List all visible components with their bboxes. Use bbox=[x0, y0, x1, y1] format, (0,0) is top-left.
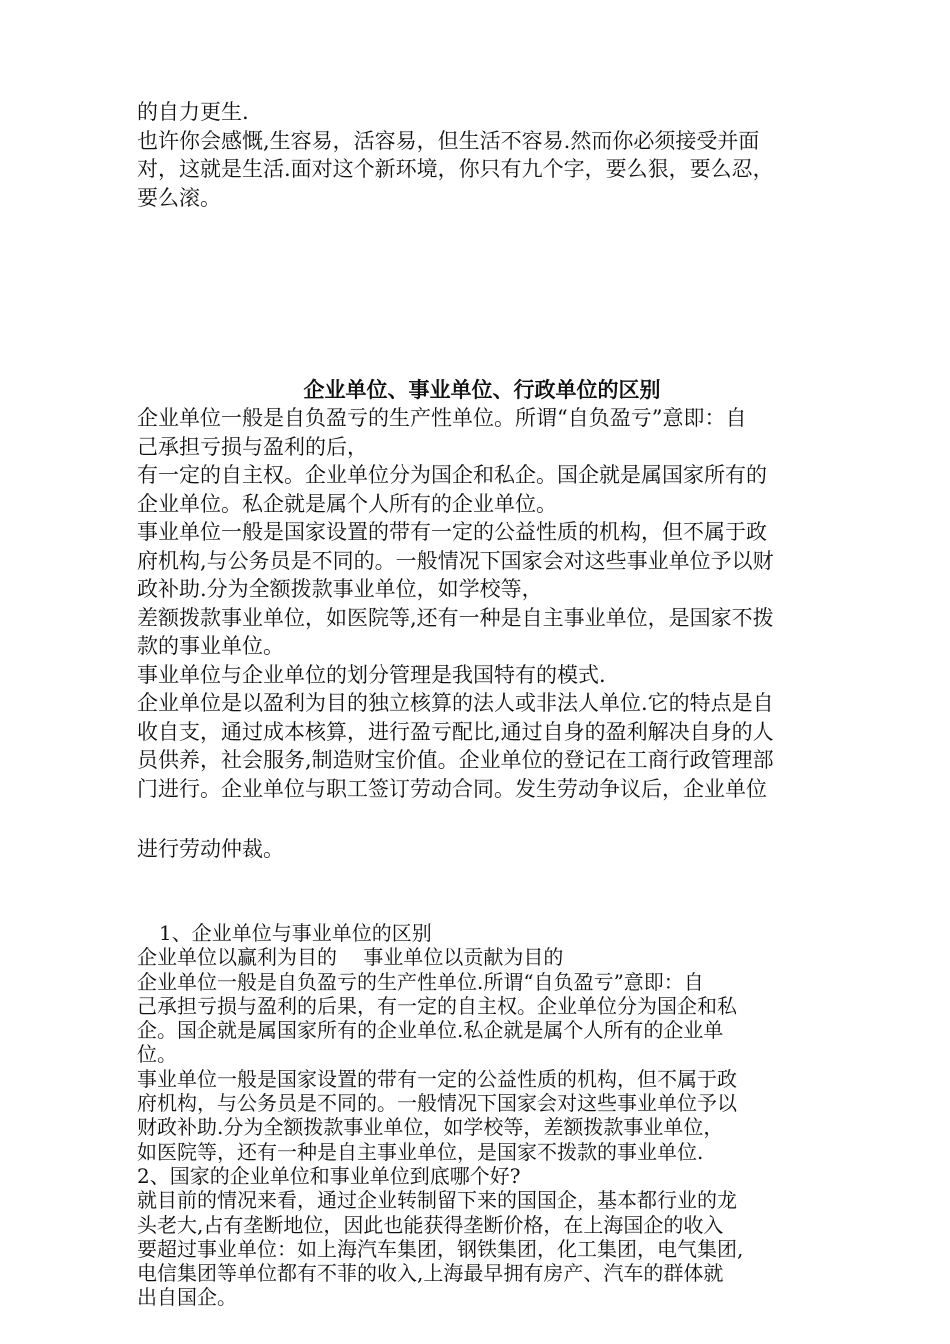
section-heading-2: 2、国家的企业单位和事业单位到底哪个好? bbox=[137, 1163, 521, 1188]
text-line: 要么滚。 bbox=[137, 185, 221, 210]
text-line: 府机构，与公务员是不同的。一般情况下国家会对这些事业单位予以 bbox=[137, 1091, 737, 1116]
comparison-section bbox=[137, 921, 827, 1310]
text-line: 的自力更生. bbox=[137, 100, 249, 124]
text-line: 收自支，通过成本核算，进行盈亏配比,通过自身的盈利解决自身的人 bbox=[137, 719, 774, 744]
text-line: 款的事业单位。 bbox=[137, 634, 284, 658]
text-line: 位。 bbox=[137, 1042, 177, 1067]
text-line: 对，这就是生活.面对这个新环境，你只有九个字，要么狠，要么忍， bbox=[137, 157, 774, 181]
text-line: 企。国企就是属国家所有的企业单位.私企就是属个人所有的企业单 bbox=[137, 1018, 724, 1043]
text-line: 企业单位一般是自负盈亏的生产性单位。所谓“自负盈亏”意即：自 bbox=[137, 406, 747, 430]
text-line: 差额拨款事业单位，如医院等,还有一种是自主事业单位，是国家不拨 bbox=[137, 605, 774, 630]
text-line: 己承担亏损与盈利的后果，有一定的自主权。企业单位分为国企和私 bbox=[137, 993, 737, 1018]
article-body bbox=[137, 404, 827, 803]
text-line: 事业单位与企业单位的划分管理是我国特有的模式. bbox=[137, 662, 606, 687]
text-line: 企业单位一般是自负盈亏的生产性单位.所谓“自负盈亏”意即：自 bbox=[137, 969, 704, 994]
text-line: 事业单位一般是国家设置的带有一定的公益性质的机构，但不属于政 bbox=[137, 520, 767, 544]
text-line: 进行劳动仲裁。 bbox=[137, 837, 284, 861]
section-heading: 1、企业单位与事业单位的区别 bbox=[159, 921, 432, 945]
text-line: 如医院等，还有一种是自主事业单位，是国家不拨款的事业单位. bbox=[137, 1139, 704, 1164]
text-line: 要超过事业单位：如上海汽车集团，钢铁集团，化工集团，电气集团, bbox=[137, 1236, 744, 1261]
article-title: 企业单位、事业单位、行政单位的区别 bbox=[303, 377, 661, 402]
intro-paragraph bbox=[137, 98, 827, 212]
text-line: 头老大,占有垄断地位，因此也能获得垄断价格，在上海国企的收入 bbox=[137, 1212, 724, 1237]
text-line: 也许你会感慨,生容易，活容易，但生活不容易.然而你必须接受并面 bbox=[137, 128, 760, 153]
text-line: 事业单位一般是国家设置的带有一定的公益性质的机构，但不属于政 bbox=[137, 1066, 737, 1091]
article-last-line bbox=[137, 835, 827, 864]
text-line: 政补助.分为全额拨款事业单位，如学校等， bbox=[137, 577, 543, 601]
text-line: 门进行。企业单位与职工签订劳动合同。发生劳动争议后，企业单位 bbox=[137, 776, 767, 801]
text-line: 企业单位是以盈利为目的独立核算的法人或非法人单位.它的特点是自 bbox=[137, 691, 774, 715]
text-line: 财政补助.分为全额拨款事业单位，如学校等，差额拨款事业单位， bbox=[137, 1115, 724, 1140]
text-line: 己承担亏损与盈利的后， bbox=[137, 434, 368, 459]
text-line: 电信集团等单位都有不菲的收入,上海最早拥有房产、汽车的群体就 bbox=[137, 1261, 724, 1286]
text-line: 出自国企。 bbox=[137, 1285, 237, 1310]
text-line: 有一定的自主权。企业单位分为国企和私企。国企就是属国家所有的 bbox=[137, 463, 767, 487]
text-line: 府机构,与公务员是不同的。一般情况下国家会对这些事业单位予以财 bbox=[137, 548, 774, 573]
text-line: 企业单位以赢利为目的 事业单位以贡献为目的 bbox=[137, 945, 564, 970]
text-line: 就目前的情况来看，通过企业转制留下来的国国企，基本都行业的龙 bbox=[137, 1188, 737, 1213]
text-line: 员供养，社会服务,制造财宝价值。企业单位的登记在工商行政管理部 bbox=[137, 748, 774, 772]
text-line: 企业单位。私企就是属个人所有的企业单位。 bbox=[137, 491, 557, 516]
